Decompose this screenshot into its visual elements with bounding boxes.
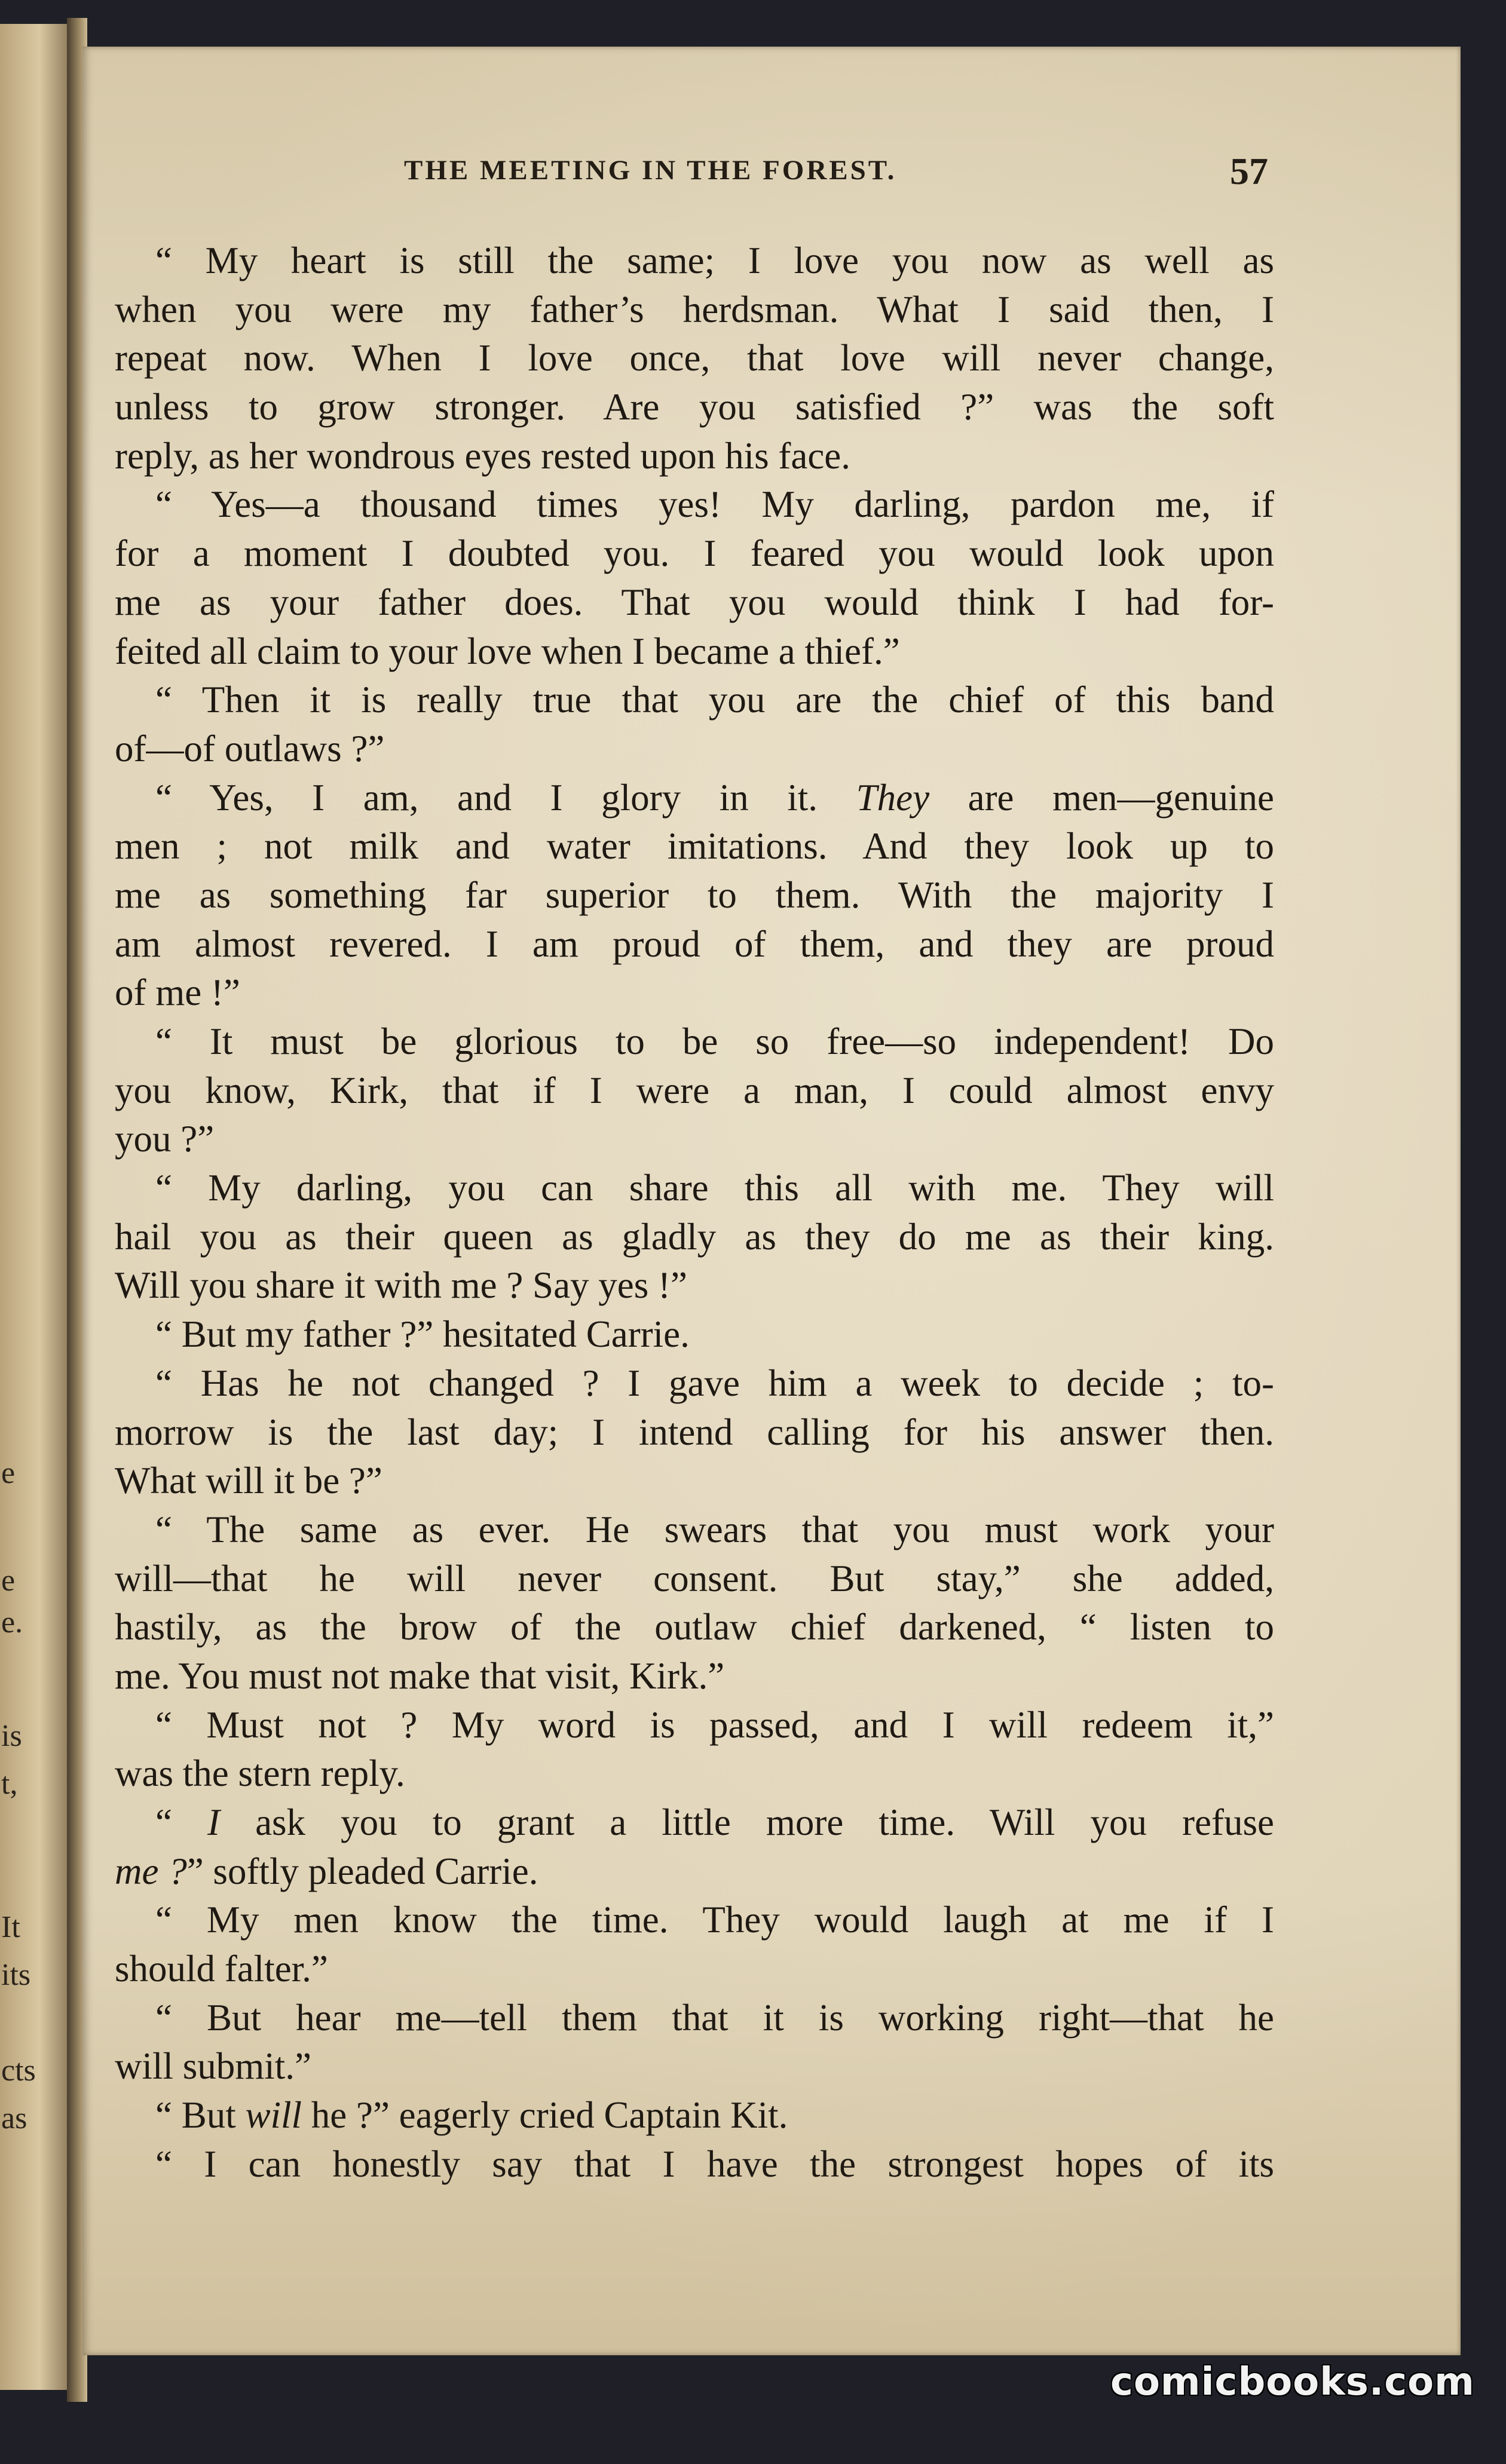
text-line: “ But will he ?” eagerly cried Captain Kit. (155, 2094, 788, 2137)
text-line: What will it be ?” (115, 1460, 382, 1502)
prev-page-fragment: its (1, 1958, 31, 1992)
prev-page-fragment: e (1, 1564, 16, 1598)
text-line: “ My darling, you can share this all with me. They will (155, 1167, 1274, 1209)
prev-page-fragment: cts (1, 2054, 36, 2088)
text-line: “ My men know the time. They would laugh at me if I (155, 1899, 1274, 1941)
page-header (82, 150, 1461, 202)
prev-page-fragment: t, (1, 1767, 18, 1801)
text-line: “ Must not ? My word is passed, and I will redeem it,” (155, 1703, 1274, 1746)
text-line: repeat now. When I love once, that love will never change, (115, 337, 1274, 379)
text-line: “ I ask you to grant a little more time. Will you refuse (155, 1801, 1274, 1843)
running-head: THE MEETING IN THE FOREST. (404, 155, 897, 186)
text-line: me as something far superior to them. With the majority I (115, 874, 1274, 916)
prev-page-fragment: as (1, 2101, 27, 2135)
text-line: reply, as her wondrous eyes rested upon his face. (115, 434, 851, 477)
text-line: “ The same as ever. He swears that you must work your (155, 1508, 1274, 1550)
text-line: unless to grow stronger. Are you satisfied ?” was the soft (115, 386, 1274, 428)
prev-page-fragment: is (1, 1719, 22, 1753)
prev-page-fragment: e (1, 1456, 16, 1490)
text-line: hail you as their queen as gladly as they do me as their king. (115, 1215, 1274, 1258)
text-line: for a moment I doubted you. I feared you would look upon (115, 532, 1274, 575)
previous-page-edge (0, 24, 72, 2390)
prev-page-fragment: It (1, 1910, 20, 1944)
text-line: of—of outlaws ?” (115, 727, 385, 770)
text-line: me ?” softly pleaded Carrie. (115, 1850, 538, 1892)
text-line: feited all claim to your love when I became a thief.” (115, 630, 900, 672)
text-line: me as your father does. That you would think I had for- (115, 581, 1274, 623)
text-line: will submit.” (115, 2045, 311, 2088)
text-line: “ Has he not changed ? I gave him a week to decide ; to- (155, 1362, 1274, 1404)
text-line: “ But my father ?” hesitated Carrie. (155, 1313, 690, 1356)
text-line: “ Yes—a thousand times yes! My darling, pardon me, if (155, 483, 1274, 526)
text-line: you ?” (115, 1118, 215, 1160)
text-line: men ; not milk and water imitations. And they look up to (115, 825, 1274, 868)
text-line: “ Yes, I am, and I glory in it. They are men—genuine (155, 776, 1274, 819)
text-line: hastily, as the brow of the outlaw chief darkened, “ listen to (115, 1606, 1274, 1648)
text-line: should falter.” (115, 1948, 328, 1990)
text-line: you know, Kirk, that if I were a man, I could almost envy (115, 1069, 1274, 1111)
prev-page-fragment: e. (1, 1605, 23, 1639)
book-page (82, 47, 1461, 2355)
text-line: was the stern reply. (115, 1752, 405, 1795)
text-line: “ My heart is still the same; I love you now as well as (155, 240, 1274, 281)
text-line: “ It must be glorious to be so free—so independent! Do (155, 1020, 1274, 1062)
text-line: morrow is the last day; I intend calling for his answer then. (115, 1411, 1274, 1453)
text-line: am almost revered. I am proud of them, and they are proud (115, 923, 1274, 965)
body-text (115, 237, 1274, 2189)
text-line: Will you share it with me ? Say yes !” (115, 1264, 687, 1307)
text-line: “ But hear me—tell them that it is working right—that he (155, 1996, 1274, 2039)
text-line: of me !” (115, 971, 240, 1014)
watermark: comicbooks.com (1110, 2360, 1475, 2404)
text-line: “ I can honestly say that I have the strongest hopes of its (155, 2143, 1274, 2185)
text-line: me. You must not make that visit, Kirk.” (115, 1654, 725, 1697)
page-number: 57 (1230, 150, 1268, 192)
text-line: will—that he will never consent. But stay,” she added, (115, 1557, 1274, 1599)
text-line: when you were my father’s herdsman. What I said then, I (115, 288, 1274, 330)
text-line: “ Then it is really true that you are the chief of this band (155, 679, 1274, 721)
